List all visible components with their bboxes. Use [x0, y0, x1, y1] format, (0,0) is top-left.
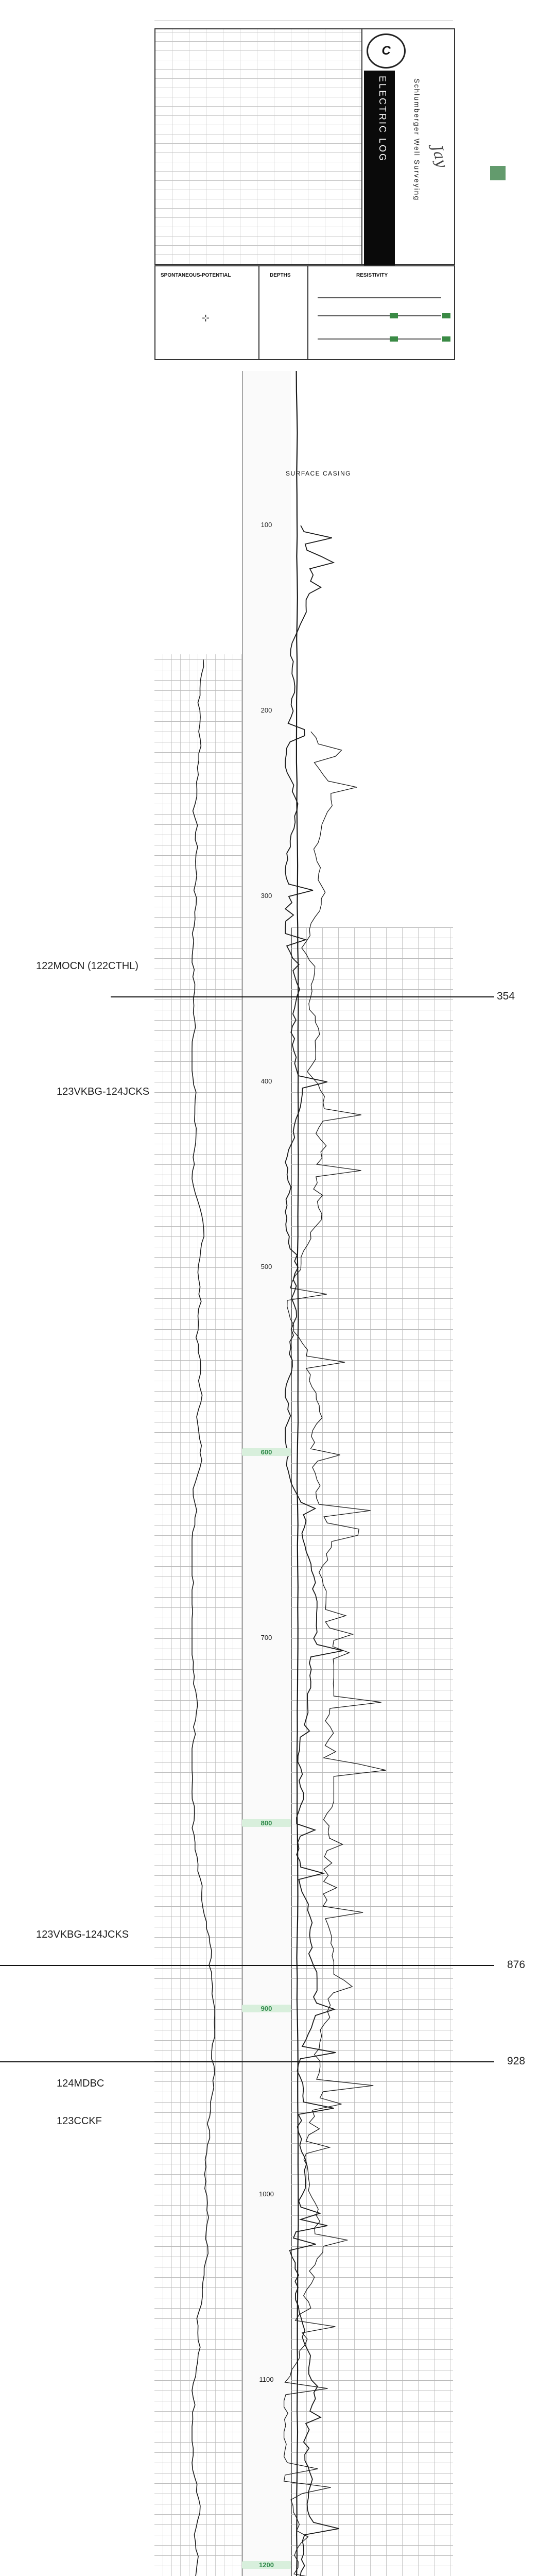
resistivity-curve-short — [285, 526, 343, 2576]
depth-label: 1100 — [259, 2376, 274, 2383]
header-subtitle: Schlumberger Well Surveying — [413, 78, 421, 201]
scale-line — [318, 297, 441, 298]
resistivity-track-title: RESISTIVITY — [356, 273, 388, 278]
green-mark — [390, 313, 398, 318]
formation-label: 123VKBG-124JCKS — [57, 1086, 150, 1097]
scale-line — [318, 338, 441, 340]
company-logo: C — [367, 33, 406, 69]
green-stamp — [490, 166, 506, 180]
log-body — [154, 371, 453, 2576]
marker-label: 123VKBG-124JCKS — [36, 1928, 129, 1940]
track-header — [154, 265, 455, 360]
log-curves — [154, 371, 453, 2576]
marker-depth: 354 — [497, 990, 515, 1003]
reference-curve — [296, 371, 298, 2576]
resistivity-track-header — [307, 266, 454, 359]
depth-label: 100 — [260, 521, 272, 529]
depth-track-header — [258, 266, 308, 359]
marker-line — [0, 2061, 494, 2062]
depth-label: 500 — [260, 1263, 272, 1270]
marker-line — [111, 996, 494, 997]
handwritten-signature: Jay — [428, 143, 451, 170]
scale-line — [318, 315, 441, 316]
marker-depth: 876 — [507, 1958, 526, 1971]
depth-label: 1200 — [242, 2561, 291, 2569]
log-header — [154, 28, 455, 265]
sp-track-header — [155, 266, 259, 359]
green-mark — [442, 313, 450, 318]
depth-label: 1000 — [259, 2190, 274, 2198]
marker-label: 124MDBC — [57, 2077, 105, 2089]
header-info-grid — [155, 29, 361, 264]
sp-track-title: SPONTANEOUS-POTENTIAL — [161, 273, 231, 278]
resistivity-curve-long — [284, 732, 386, 2576]
marker-depth: 928 — [507, 2055, 526, 2067]
depth-label: 600 — [242, 1448, 291, 1456]
depth-label: 300 — [260, 892, 272, 900]
header-title: ELECTRIC LOG — [377, 76, 388, 163]
depth-label: 700 — [260, 1634, 272, 1641]
depth-label: 900 — [242, 2005, 291, 2012]
depth-track-title: DEPTHS — [270, 273, 291, 278]
marker-label: 122MOCN (122CTHL) — [36, 960, 138, 972]
surface-casing-label: SURFACE CASING — [286, 470, 352, 477]
formation-label: 123CCKF — [57, 2115, 102, 2127]
green-mark — [390, 336, 398, 342]
sp-scale-icon: ⊹ — [202, 313, 210, 323]
depth-label: 400 — [260, 1077, 272, 1085]
sp-curve — [192, 659, 215, 2576]
green-mark — [442, 336, 450, 342]
marker-line — [0, 1965, 494, 1966]
depth-label: 800 — [242, 1819, 291, 1827]
header-divider — [361, 29, 362, 264]
depth-label: 200 — [260, 706, 272, 714]
